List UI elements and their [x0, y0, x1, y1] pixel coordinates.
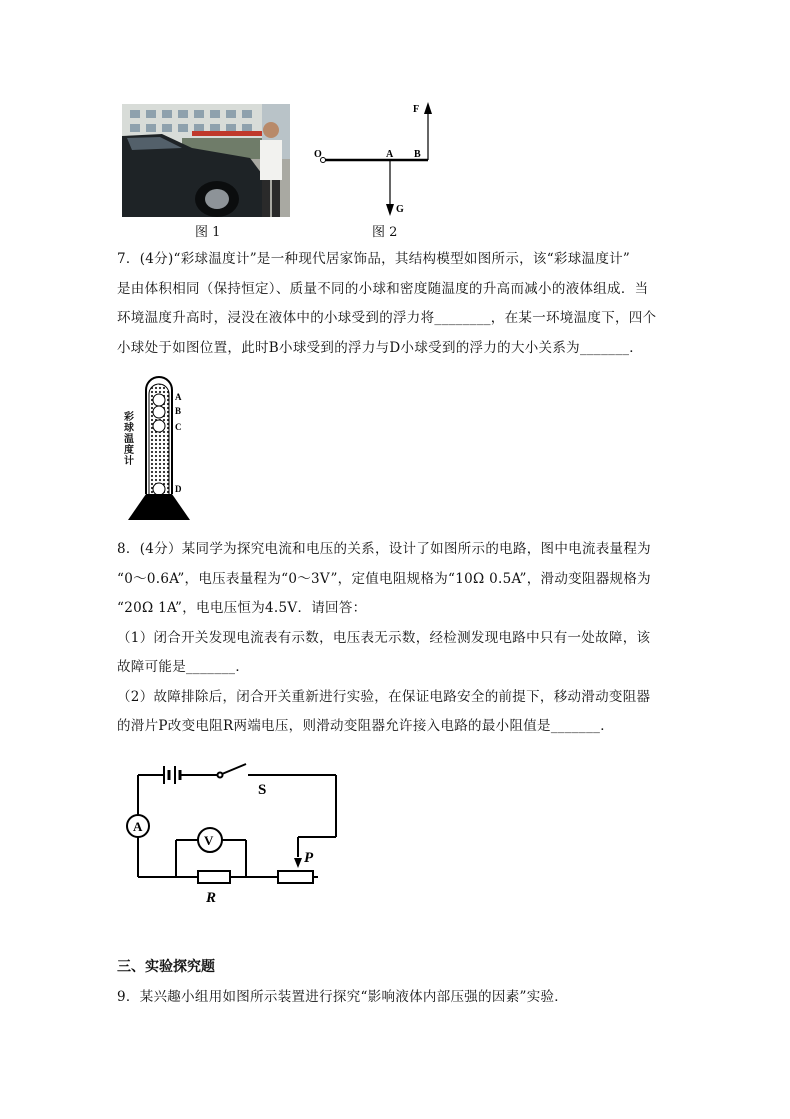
slider-label: P — [304, 850, 314, 866]
q7-line-3: 环境温度升高时，浸没在液体中的小球受到的浮力将________，在某一环境温度下，四个 — [117, 310, 657, 326]
label-B: B — [414, 149, 421, 160]
q8-line-2: “0～0.6A”，电压表量程为“0～3V”，定值电阻规格为“10Ω 0.5A”，滑动变阻器规格为 — [117, 570, 651, 587]
q7-line-2: 是由体积相同（保持恒定）、质量不同的小球和密度随温度的升高而减小的液体组成．当 — [117, 280, 649, 297]
q8-line-3: “20Ω 1A”，电电压恒为4.5V．请回答： — [117, 600, 367, 616]
q7-line-4: 小球处于如图位置，此时B小球受到的浮力与D小球受到的浮力的大小关系为_______． — [117, 339, 644, 356]
label-O: O — [314, 149, 322, 160]
question-7 — [117, 245, 677, 363]
resistor-label: R — [206, 890, 217, 906]
question-9 — [117, 983, 677, 1013]
ball-label-C: C — [175, 422, 182, 432]
question-8 — [117, 535, 677, 742]
thermometer-side-text: 彩球温度计 — [124, 412, 134, 467]
q9-line-1: 9．某兴趣小组用如图所示装置进行探究“影响液体内部压强的因素”实验． — [117, 989, 569, 1005]
figure-2-caption: 图 2 — [372, 225, 398, 240]
section-3-title: 三、实验探究题 — [117, 959, 215, 975]
q8-line-4: （1）闭合开关发现电流表有示数，电压表无示数，经检测发现电路中只有一处故障，该 — [117, 629, 651, 646]
switch-label: S — [258, 782, 267, 798]
q8-line-1: 8．(4分）某同学为探究电流和电压的关系，设计了如图所示的电路，图中电流表量程为 — [117, 541, 651, 557]
q7-line-1: 7．(4分)“彩球温度计”是一种现代居家饰品，其结构模型如图所示，该“彩球温度计” — [117, 251, 631, 267]
ball-label-D: D — [175, 484, 182, 494]
figure-1-caption: 图 1 — [195, 225, 221, 240]
figure-2-lever — [310, 98, 440, 220]
figure-1-photo — [122, 104, 290, 217]
ammeter-label: A — [133, 819, 143, 834]
circuit-diagram — [118, 762, 348, 912]
label-A: A — [386, 149, 394, 160]
voltmeter-label: V — [204, 833, 214, 848]
label-G: G — [396, 204, 404, 215]
q8-line-6: （2）故障排除后，闭合开关重新进行实验，在保证电路安全的前提下，移动滑动变阻器 — [117, 688, 651, 705]
ball-thermometer-figure — [118, 374, 198, 522]
label-F: F — [413, 104, 420, 115]
ball-label-A: A — [175, 392, 182, 402]
q8-line-7: 的滑片P改变电阻R两端电压，则滑动变阻器允许接入电路的最小阻值是_______． — [117, 718, 614, 734]
q8-line-5: 故障可能是_______． — [117, 659, 250, 675]
ball-label-B: B — [175, 406, 182, 416]
